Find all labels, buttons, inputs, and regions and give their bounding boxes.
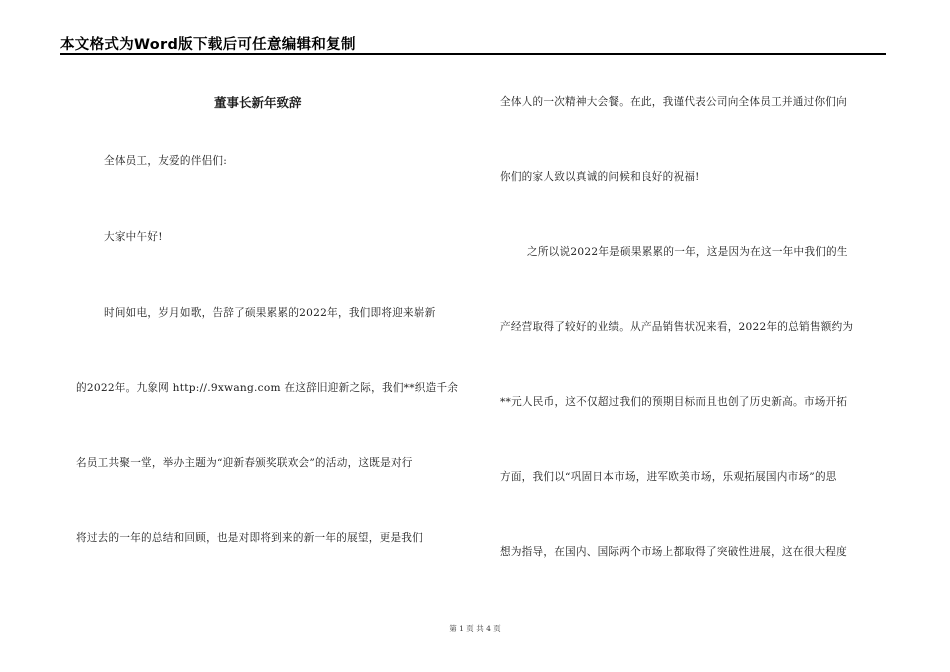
paragraph-line: 时间如电，岁月如歌，告辞了硕果累累的2022年，我们即将迎来崭新	[104, 307, 436, 319]
document-title: 董事长新年致辞	[214, 95, 302, 110]
document-header: 本文格式为Word版下载后可任意编辑和复制	[60, 37, 356, 53]
paragraph-line: 你们的家人致以真诚的问候和良好的祝福!	[500, 171, 700, 183]
paragraph-line: 将过去的一年的总结和回顾，也是对即将到来的新一年的展望，更是我们	[76, 532, 423, 544]
paragraph-line: **元人民币，这不仅超过我们的预期目标而且也创了历史新高。市场开拓	[500, 396, 848, 408]
paragraph-line: 的2022年。九象网 http://.9xwang.com 在这辞旧迎新之际，我们**织造千余	[76, 382, 459, 394]
page-number: 第 1 页 共 4 页	[449, 624, 501, 633]
header-divider	[60, 53, 886, 55]
paragraph-line: 全体员工，友爱的伴侣们:	[104, 155, 228, 167]
paragraph-line: 大家中午好!	[104, 231, 163, 243]
paragraph-line: 想为指导，在国内、国际两个市场上都取得了突破性进展，这在很大程度	[500, 546, 847, 558]
paragraph-line: 产经营取得了较好的业绩。从产品销售状况来看，2022年的总销售额约为	[500, 321, 854, 333]
paragraph-line: 方面，我们以“巩固日本市场，进军欧美市场，乐观拓展国内市场”的思	[500, 471, 837, 483]
paragraph-line: 全体人的一次精神大会餐。在此，我谨代表公司向全体员工并通过你们向	[500, 96, 847, 108]
paragraph-line: 名员工共聚一堂，举办主题为“迎新春颁奖联欢会”的活动，这既是对行	[76, 457, 413, 469]
paragraph-line: 之所以说2022年是硕果累累的一年，这是因为在这一年中我们的生	[527, 246, 848, 258]
